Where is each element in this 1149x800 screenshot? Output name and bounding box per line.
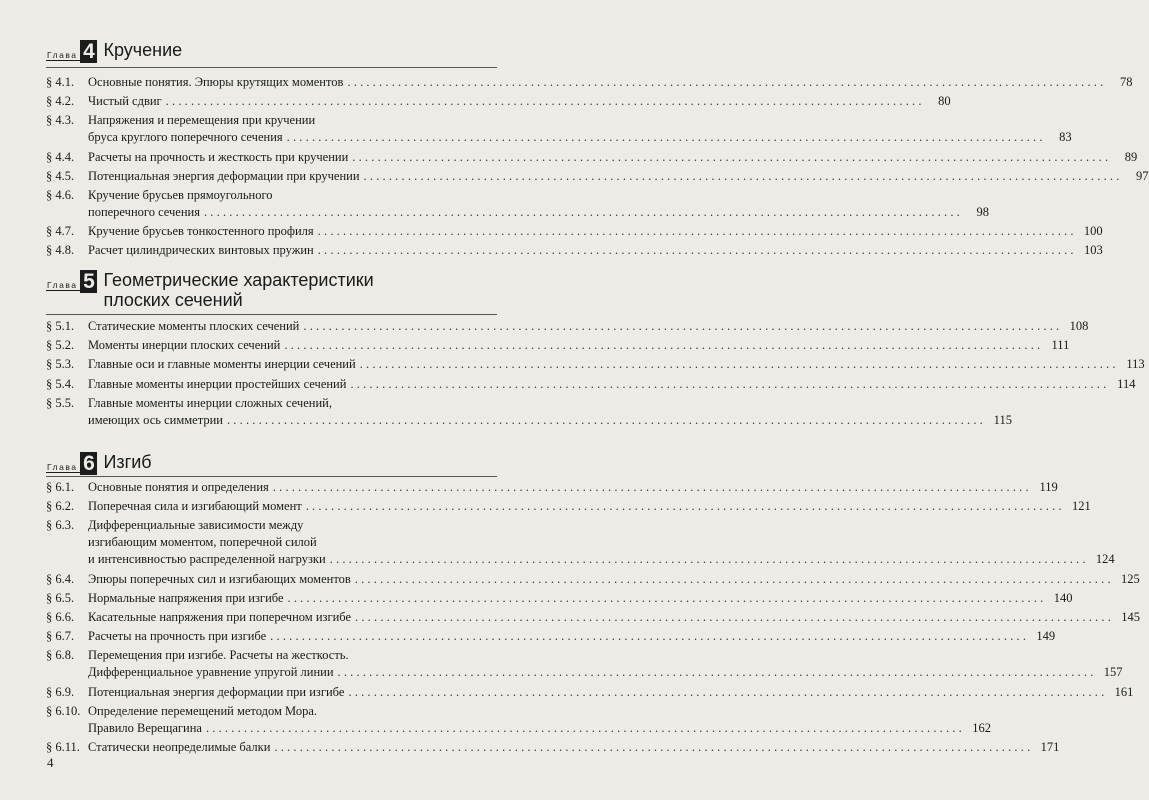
dot-leader: ........................................................................................................................ [363,168,1123,183]
toc-entry-line [46,74,1133,91]
section-page: 80 [938,94,951,109]
toc-entry[interactable] [46,112,1072,146]
dot-leader: ........................................................................................................................ [287,590,1047,605]
section-title: и интенсивностью распределенной нагрузки [88,552,326,567]
toc-entry[interactable] [46,571,1140,588]
toc-entry[interactable] [46,498,1091,515]
section-title: Главные оси и главные моменты инерции сечений [88,357,356,372]
toc-entry[interactable] [46,93,951,110]
section-number: § 4.1. [46,75,75,89]
toc-entry[interactable] [46,609,1141,626]
section-page: 97 [1136,168,1149,183]
chapter-rule [46,476,497,477]
section-page: 121 [1071,499,1091,514]
section-page: 83 [1059,130,1072,145]
section-number: § 5.5. [46,395,75,410]
section-page: 115 [993,412,1012,427]
toc-entry-line [46,337,1070,354]
toc-entry[interactable] [46,74,1133,91]
toc-entry-line [46,479,1058,496]
dot-leader: ........................................................................................................................ [274,740,1034,754]
section-page: 108 [1069,319,1089,333]
chapter-number: 5 [80,270,97,293]
dot-leader: ........................................................................................................................ [329,552,1089,567]
toc-entry-line [46,168,1149,185]
toc-entry-line [46,551,1115,568]
section-title: Нормальные напряжения при изгибе [88,590,284,605]
dot-leader: ........................................................................................................................ [226,412,986,427]
section-page: 125 [1121,571,1140,586]
toc-entry-line [46,395,497,412]
section-number: § 4.5. [46,168,75,183]
section-number: § 5.3. [46,357,75,372]
section-page: 171 [1040,740,1060,754]
chapter-title: Кручение [103,40,183,60]
section-title: изгибающим моментом, поперечной силой [88,535,317,550]
toc-entry[interactable] [46,168,1149,185]
chapter-title: Геометрические характеристики плоских сечений [103,270,374,310]
dot-leader: ........................................................................................................................ [347,75,1107,89]
section-title: Перемещения при изгибе. Расчеты на жесткость. [88,648,349,663]
toc-entry-line [46,498,1091,515]
section-page: 103 [1083,243,1103,258]
toc-entry-line [46,356,1145,373]
section-title: Расчет цилиндрических винтовых пружин [88,243,314,258]
section-title: Чистый сдвиг [88,94,162,109]
toc-entry[interactable] [46,628,1056,645]
dot-leader: ........................................................................................................................ [303,319,1063,333]
toc-entry[interactable] [46,647,1123,681]
toc-entry[interactable] [46,242,1103,259]
section-number: § 4.4. [46,149,75,164]
section-title: Кручение брусьев тонкостенного профиля [88,224,314,239]
toc-entry[interactable] [46,703,991,737]
section-number: § 6.10. [46,703,81,718]
section-title: Расчеты на прочность и жесткость при кручении [88,149,349,164]
section-title: Расчеты на прочность при изгибе [88,629,267,644]
dot-leader: ........................................................................................................................ [284,338,1044,353]
section-title: Потенциальная энергия деформации при кручении [88,168,360,183]
section-page: 114 [1117,376,1136,391]
toc-entry[interactable] [46,590,1073,607]
toc-entry-line [46,149,1138,166]
dot-leader: ........................................................................................................................ [348,684,1108,699]
section-title: Главные моменты инерции простейших сечений [88,376,347,391]
section-number: § 6.9. [46,684,75,699]
section-page: 89 [1124,149,1138,164]
section-number: § 6.8. [46,648,75,663]
dot-leader: ........................................................................................................................ [317,243,1077,258]
section-title: Статически неопределимые балки [88,740,271,754]
toc-entry[interactable] [46,376,1136,393]
dot-leader: ........................................................................................................................ [359,357,1119,372]
dot-leader: ........................................................................................................................ [337,665,1097,680]
section-title: Определение перемещений методом Мора. [88,703,317,718]
toc-entry[interactable] [46,149,1138,166]
dot-leader: ........................................................................................................................ [272,480,1032,494]
toc-entry[interactable] [46,479,1058,496]
section-page: 145 [1121,610,1141,624]
toc-entry[interactable] [46,187,989,221]
section-number: § 5.2. [46,338,75,353]
section-title: Потенциальная энергия деформации при изгибе [88,684,345,699]
section-page: 111 [1051,338,1070,353]
section-number: § 6.3. [46,518,75,533]
section-title: Основные понятия и определения [88,480,269,494]
section-number: § 4.6. [46,188,75,202]
dot-leader: ........................................................................................................................ [205,720,965,735]
section-title: Дифференциальное уравнение упругой линии [88,665,334,680]
section-page: 140 [1053,590,1073,605]
toc-entry-line [46,412,1012,429]
chapter-number: 6 [80,452,97,475]
toc-entry-line [46,703,497,720]
section-page: 161 [1114,684,1134,699]
chapter-heading [46,452,152,475]
section-title: бруса круглого поперечного сечения [88,130,283,145]
toc-entry[interactable] [46,684,1134,701]
section-page: 98 [976,205,989,219]
section-page: 78 [1119,75,1133,89]
section-number: § 4.2. [46,94,75,109]
toc-entry[interactable] [46,337,1070,354]
toc-entry-line [46,534,497,551]
chapter-title: Изгиб [103,452,152,472]
chapter-label: Глава [46,51,80,61]
toc-entry-line [46,93,951,110]
toc-entry[interactable] [46,517,1115,568]
toc-entry-line [46,223,1103,240]
section-title: Эпюры поперечных сил и изгибающих моментов [88,571,351,586]
toc-entry[interactable] [46,356,1145,373]
section-title: Правило Верещагина [88,720,202,735]
chapter-label: Глава [46,463,80,473]
toc-entry-line [46,376,1136,393]
dot-leader: ........................................................................................................................ [165,94,925,109]
toc-entry-line [46,720,991,737]
dot-leader: ........................................................................................................................ [355,610,1115,624]
section-title: Кручение брусьев прямоугольного [88,188,273,202]
section-title: Основные понятия. Эпюры крутящих моментов [88,75,344,89]
toc-entry[interactable] [46,395,1012,429]
section-title: Главные моменты инерции сложных сечений, [88,395,332,410]
section-number: § 4.8. [46,243,75,258]
section-number: § 6.1. [46,480,75,494]
dot-leader: ........................................................................................................................ [350,376,1110,391]
section-title: имеющих ось симметрии [88,412,223,427]
section-page: 113 [1126,357,1145,372]
chapter-number: 4 [80,40,97,63]
chapter-rule [46,314,497,315]
toc-entry[interactable] [46,318,1089,335]
chapter-heading [46,270,374,310]
toc-entry-line [46,242,1103,259]
toc-entry-line [46,590,1073,607]
section-title: Касательные напряжения при поперечном изгибе [88,610,352,624]
toc-entry-line [46,628,1056,645]
section-title: поперечного сечения [88,205,200,219]
toc-entry-line [46,204,989,221]
section-title: Напряжения и перемещения при кручении [88,113,316,128]
section-page: 149 [1036,629,1056,644]
toc-entry-line [46,647,497,664]
toc-entry-line [46,517,497,534]
section-number: § 6.11. [46,740,80,754]
section-number: § 6.7. [46,629,75,644]
section-title: Моменты инерции плоских сечений [88,338,281,353]
dot-leader: ........................................................................................................................ [354,571,1114,586]
section-page: 157 [1103,665,1123,680]
dot-leader: ........................................................................................................................ [317,224,1077,239]
section-number: § 5.1. [46,319,75,333]
section-number: § 4.7. [46,224,75,239]
toc-entry-line [46,684,1134,701]
toc-entry-line [46,739,1060,756]
section-title: Статические моменты плоских сечений [88,319,300,333]
chapter-label: Глава [46,281,80,291]
toc-entry-line [46,112,497,129]
dot-leader: ........................................................................................................................ [286,130,1046,145]
toc-entry[interactable] [46,739,1060,756]
toc-entry[interactable] [46,223,1103,240]
section-number: § 4.3. [46,113,75,128]
section-number: § 5.4. [46,376,75,391]
chapter-rule [46,67,497,68]
section-number: § 6.4. [46,571,75,586]
toc-entry-line [46,609,1141,626]
section-number: § 6.5. [46,590,75,605]
toc-entry-line [46,187,497,204]
page-number: 4 [47,755,54,770]
toc-entry-line [46,129,1072,146]
dot-leader: ........................................................................................................................ [352,149,1112,164]
dot-leader: ........................................................................................................................ [305,499,1065,514]
dot-leader: ........................................................................................................................ [270,629,1030,644]
chapter-heading [46,40,182,63]
toc-entry-line [46,664,1123,681]
section-page: 119 [1039,480,1058,494]
section-page: 162 [972,720,991,735]
dot-leader: ........................................................................................................................ [203,205,963,219]
section-title: Дифференциальные зависимости между [88,518,304,533]
section-page: 100 [1083,224,1103,239]
section-page: 124 [1095,552,1115,567]
section-number: § 6.6. [46,610,75,624]
toc-entry-line [46,571,1140,588]
section-title: Поперечная сила и изгибающий момент [88,499,302,514]
toc-entry-line [46,318,1089,335]
section-number: § 6.2. [46,499,75,514]
